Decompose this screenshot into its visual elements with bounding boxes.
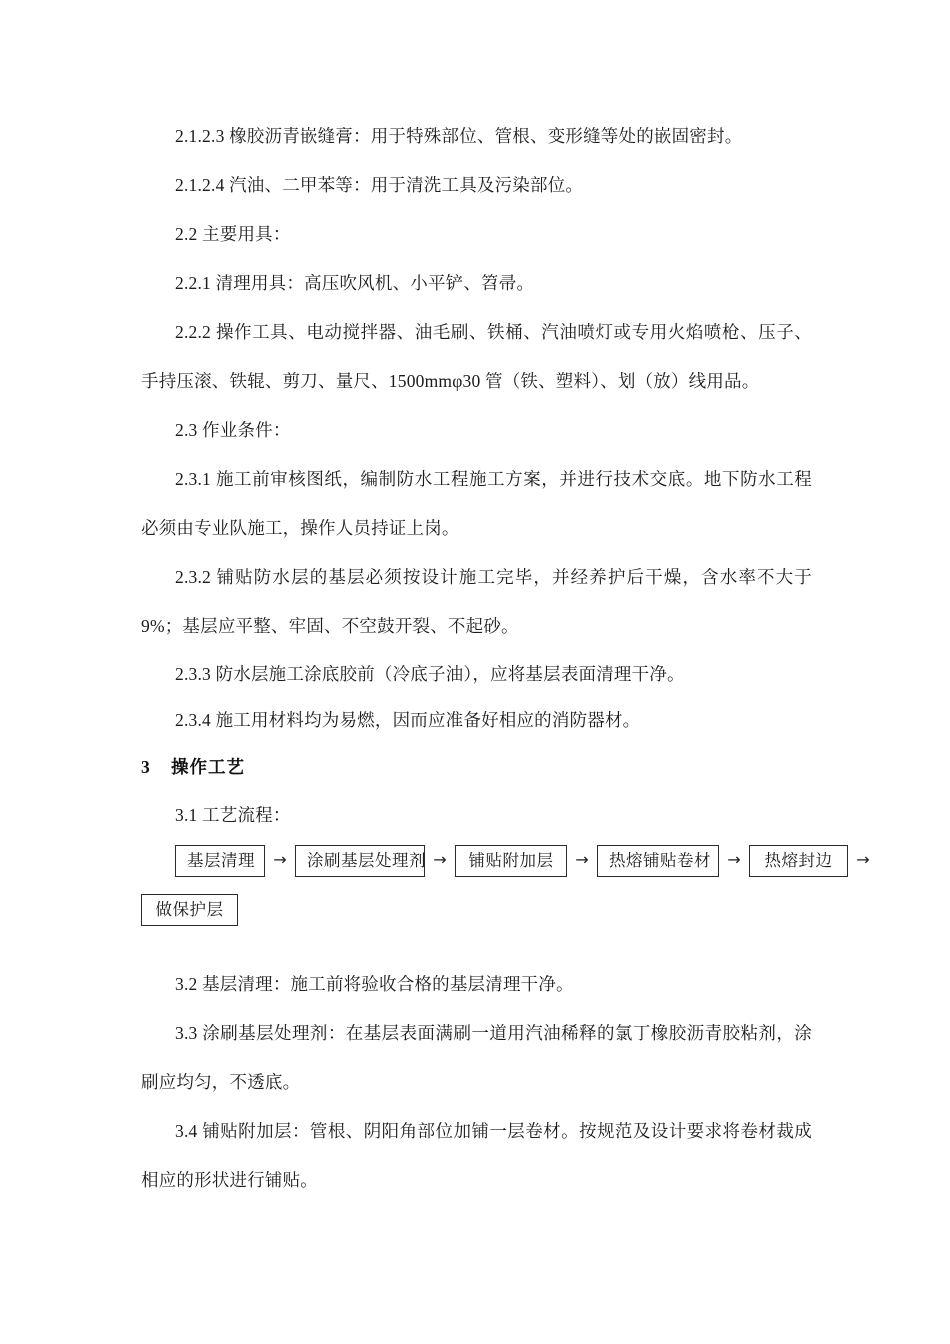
paragraph-3-4: 3.4 铺贴附加层：管根、阴阳角部位加铺一层卷材。按规范及设计要求将卷材裁成相应的形状进行铺贴。	[141, 1121, 812, 1190]
flow-node-base-cleaning: 基层清理	[175, 845, 265, 877]
arrow-right-icon: →	[273, 850, 287, 869]
paragraph-2-1-2-3: 2.1.2.3 橡胶沥青嵌缝膏：用于特殊部位、管根、变形缝等处的嵌固密封。	[175, 126, 743, 146]
section-title: 操作工艺	[171, 757, 245, 777]
paragraph-3-1: 3.1 工艺流程：	[175, 805, 291, 825]
paragraph-2-3: 2.3 作业条件：	[175, 420, 291, 440]
arrow-right-icon: →	[433, 850, 447, 869]
paragraph-3-3: 3.3 涂刷基层处理剂：在基层表面满刷一道用汽油稀释的氯丁橡胶沥青胶粘剂，涂刷应均匀，不透底。	[141, 1023, 812, 1092]
paragraph-2-1-2-4: 2.1.2.4 汽油、二甲苯等：用于清洗工具及污染部位。	[175, 175, 584, 195]
paragraph-2-3-3: 2.3.3 防水层施工涂底胶前（冷底子油），应将基层表面清理干净。	[175, 664, 685, 684]
flow-node-torch-laying-membrane: 热熔铺贴卷材	[597, 845, 719, 877]
arrow-right-icon: →	[575, 850, 589, 869]
flowchart-row-2	[141, 894, 812, 926]
paragraph-2-2-1: 2.2.1 清理用具：高压吹风机、小平铲、笤帚。	[175, 273, 535, 293]
section-number: 3	[141, 757, 151, 777]
process-flowchart	[141, 845, 870, 926]
section-heading-3	[141, 743, 812, 792]
flowchart-bottom-spacer	[141, 926, 812, 960]
flow-node-primer-coating: 涂刷基层处理剂	[295, 845, 425, 877]
arrow-right-icon-trailing: →	[856, 850, 870, 869]
arrow-right-icon: →	[727, 850, 741, 869]
flow-node-additional-layer: 铺贴附加层	[455, 845, 567, 877]
paragraph-2-3-4: 2.3.4 施工用材料均为易燃，因而应准备好相应的消防器材。	[175, 710, 641, 730]
paragraph-3-2: 3.2 基层清理：施工前将验收合格的基层清理干净。	[175, 974, 574, 994]
paragraph-2-3-1: 2.3.1 施工前审核图纸，编制防水工程施工方案，并进行技术交底。地下防水工程必须由专业队施工，操作人员持证上岗。	[141, 469, 812, 538]
paragraph-2-2-2: 2.2.2 操作工具、电动搅拌器、油毛刷、铁桶、汽油喷灯或专用火焰喷枪、压子、手持压滚、铁辊、剪刀、量尺、1500mmφ30 管（铁、塑料）、划（放）线用品。	[141, 322, 812, 391]
flow-node-torch-edge-sealing: 热熔封边	[749, 845, 848, 877]
flow-node-protective-layer: 做保护层	[141, 894, 238, 926]
document-content	[141, 112, 870, 1205]
flowchart-row-1	[175, 845, 870, 877]
paragraph-2-2: 2.2 主要用具：	[175, 224, 291, 244]
paragraph-2-3-2: 2.3.2 铺贴防水层的基层必须按设计施工完毕，并经养护后干燥，含水率不大于 9%；基层应平整、牢固、不空鼓开裂、不起砂。	[141, 567, 812, 636]
